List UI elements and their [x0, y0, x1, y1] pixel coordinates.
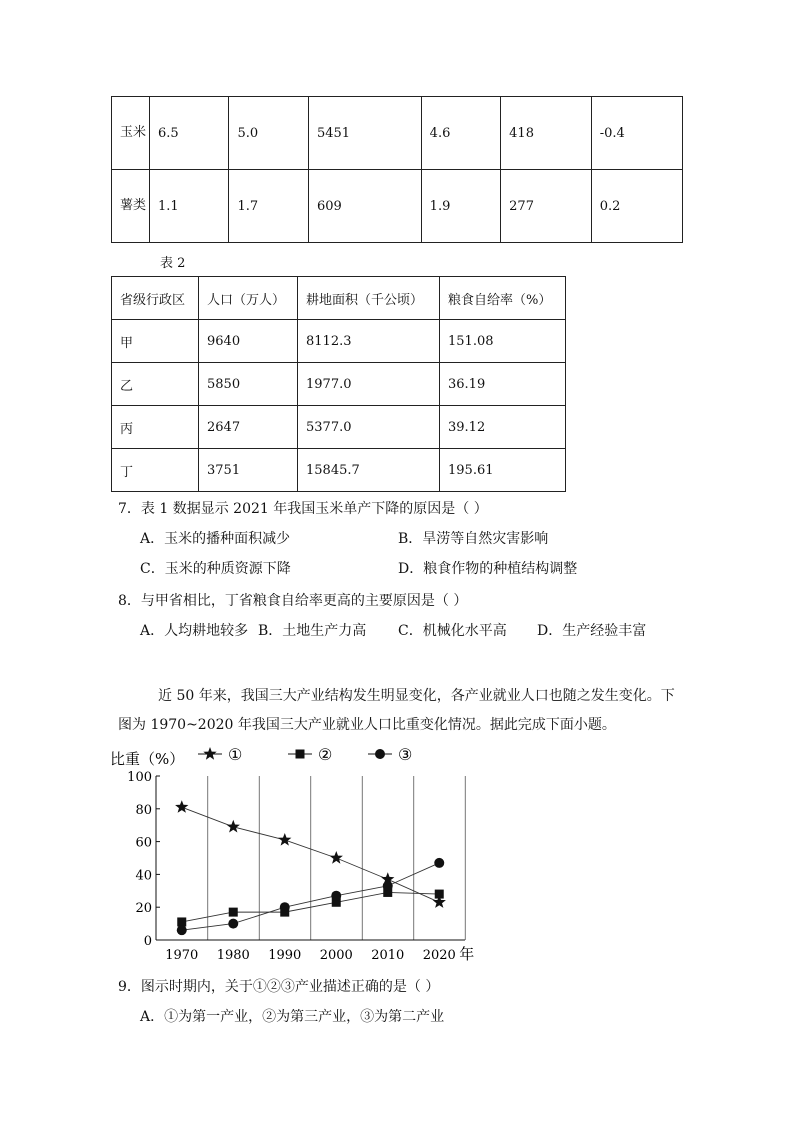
question-8-option-d[interactable]: D．生产经验丰富 [537, 623, 647, 639]
table-row [112, 449, 566, 492]
data-point-series-3 [228, 919, 238, 929]
intro-line-1: 近 50 年来，我国三大产业结构发生明显变化，各产业就业人口也随之发生变化。下 [158, 688, 675, 704]
question-9-stem: 9．图示时期内，关于①②③产业描述正确的是（ ） [118, 979, 440, 995]
legend-marker [296, 750, 305, 759]
table-cell: 39.12 [440, 406, 566, 449]
table-header: 粮食自给率（%） [440, 277, 566, 320]
table-cell: 2647 [199, 406, 298, 449]
table-row [112, 320, 566, 363]
y-tick-label: 0 [143, 934, 152, 949]
table-cell: 4.6 [421, 97, 500, 170]
legend-label: ③ [398, 745, 413, 764]
question-7-option-a[interactable]: A．玉米的播种面积减少 [140, 531, 291, 547]
x-tick-label: 1970 [165, 948, 199, 963]
table-cell: 5.0 [229, 97, 308, 170]
table-cell: 5377.0 [298, 406, 440, 449]
question-7-option-b[interactable]: B．旱涝等自然灾害影响 [398, 531, 549, 547]
crop-name-cell: 玉米 [112, 97, 150, 170]
legend-label: ② [318, 745, 333, 764]
intro-line-2: 图为 1970~2020 年我国三大产业就业人口比重变化情况。据此完成下面小题。 [118, 717, 616, 733]
table-cell: 609 [308, 170, 421, 243]
table-row [112, 406, 566, 449]
data-point-series-3 [177, 925, 187, 935]
y-tick-label: 100 [127, 770, 152, 785]
table-cell: 6.5 [150, 97, 229, 170]
y-tick-label: 80 [135, 802, 152, 818]
y-tick-label: 20 [135, 901, 152, 917]
data-point-series-3 [331, 891, 341, 901]
employment-share-chart [110, 740, 500, 968]
data-point-series-2 [435, 890, 444, 899]
table-cell: 195.61 [440, 449, 566, 492]
x-tick-label: 2000 [319, 948, 353, 963]
y-tick-label: 60 [135, 835, 152, 851]
data-point-series-3 [280, 902, 290, 912]
table-cell: 15845.7 [298, 449, 440, 492]
crop-table-1 [111, 96, 683, 243]
table-cell: 0.2 [591, 170, 682, 243]
table-cell: 36.19 [440, 363, 566, 406]
legend-label: ① [228, 745, 243, 764]
table-cell: -0.4 [591, 97, 682, 170]
table-header-row [112, 277, 566, 320]
table-cell: 151.08 [440, 320, 566, 363]
table-2-caption: 表 2 [160, 256, 186, 271]
table-row [112, 97, 683, 170]
table-cell: 3751 [199, 449, 298, 492]
table-row [112, 363, 566, 406]
y-axis-label: 比重（%） [110, 750, 185, 768]
legend-marker [203, 747, 216, 760]
crop-name-cell: 薯类 [112, 170, 150, 243]
table-row [112, 170, 683, 243]
table-cell: 5850 [199, 363, 298, 406]
data-point-series-1 [227, 820, 240, 833]
data-point-series-2 [177, 917, 186, 926]
x-tick-label: 2020 [422, 948, 456, 963]
table-header: 省级行政区 [112, 277, 199, 320]
table-cell: 1.1 [150, 170, 229, 243]
question-7-option-d[interactable]: D．粮食作物的种植结构调整 [398, 561, 578, 577]
x-tick-label: 2010 [371, 948, 405, 963]
table-cell: 8112.3 [298, 320, 440, 363]
y-tick-label: 40 [135, 868, 152, 884]
question-8-option-a[interactable]: A．人均耕地较多 [140, 623, 249, 639]
table-cell: 9640 [199, 320, 298, 363]
legend-marker [375, 749, 385, 759]
table-cell: 乙 [112, 363, 199, 406]
data-point-series-3 [434, 858, 444, 868]
x-tick-label: 1980 [216, 948, 250, 963]
table-cell: 1.9 [421, 170, 500, 243]
data-point-series-1 [278, 833, 291, 846]
question-7-option-c[interactable]: C．玉米的种质资源下降 [140, 561, 291, 577]
table-cell: 丙 [112, 406, 199, 449]
table-cell: 1977.0 [298, 363, 440, 406]
question-9-option-a[interactable]: A．①为第一产业，②为第三产业，③为第二产业 [140, 1009, 445, 1025]
data-point-series-2 [229, 908, 238, 917]
table-header: 人口（万人） [199, 277, 298, 320]
data-point-series-1 [330, 851, 343, 864]
x-tick-label: 1990 [268, 948, 302, 963]
table-cell: 277 [501, 170, 592, 243]
table-cell: 5451 [308, 97, 421, 170]
table-cell: 甲 [112, 320, 199, 363]
question-8-option-b[interactable]: B．土地生产力高 [258, 623, 367, 639]
data-point-series-3 [383, 881, 393, 891]
question-7-stem: 7．表 1 数据显示 2021 年我国玉米单产下降的原因是（ ） [118, 501, 488, 517]
table-cell: 418 [501, 97, 592, 170]
table-cell: 1.7 [229, 170, 308, 243]
province-table-2 [111, 276, 566, 492]
question-8-stem: 8．与甲省相比，丁省粮食自给率更高的主要原因是（ ） [118, 593, 468, 609]
table-header: 耕地面积（千公顷） [298, 277, 440, 320]
question-8-option-c[interactable]: C．机械化水平高 [398, 623, 507, 639]
table-cell: 丁 [112, 449, 199, 492]
data-point-series-1 [175, 800, 188, 813]
x-axis-label: 年 [459, 945, 475, 963]
